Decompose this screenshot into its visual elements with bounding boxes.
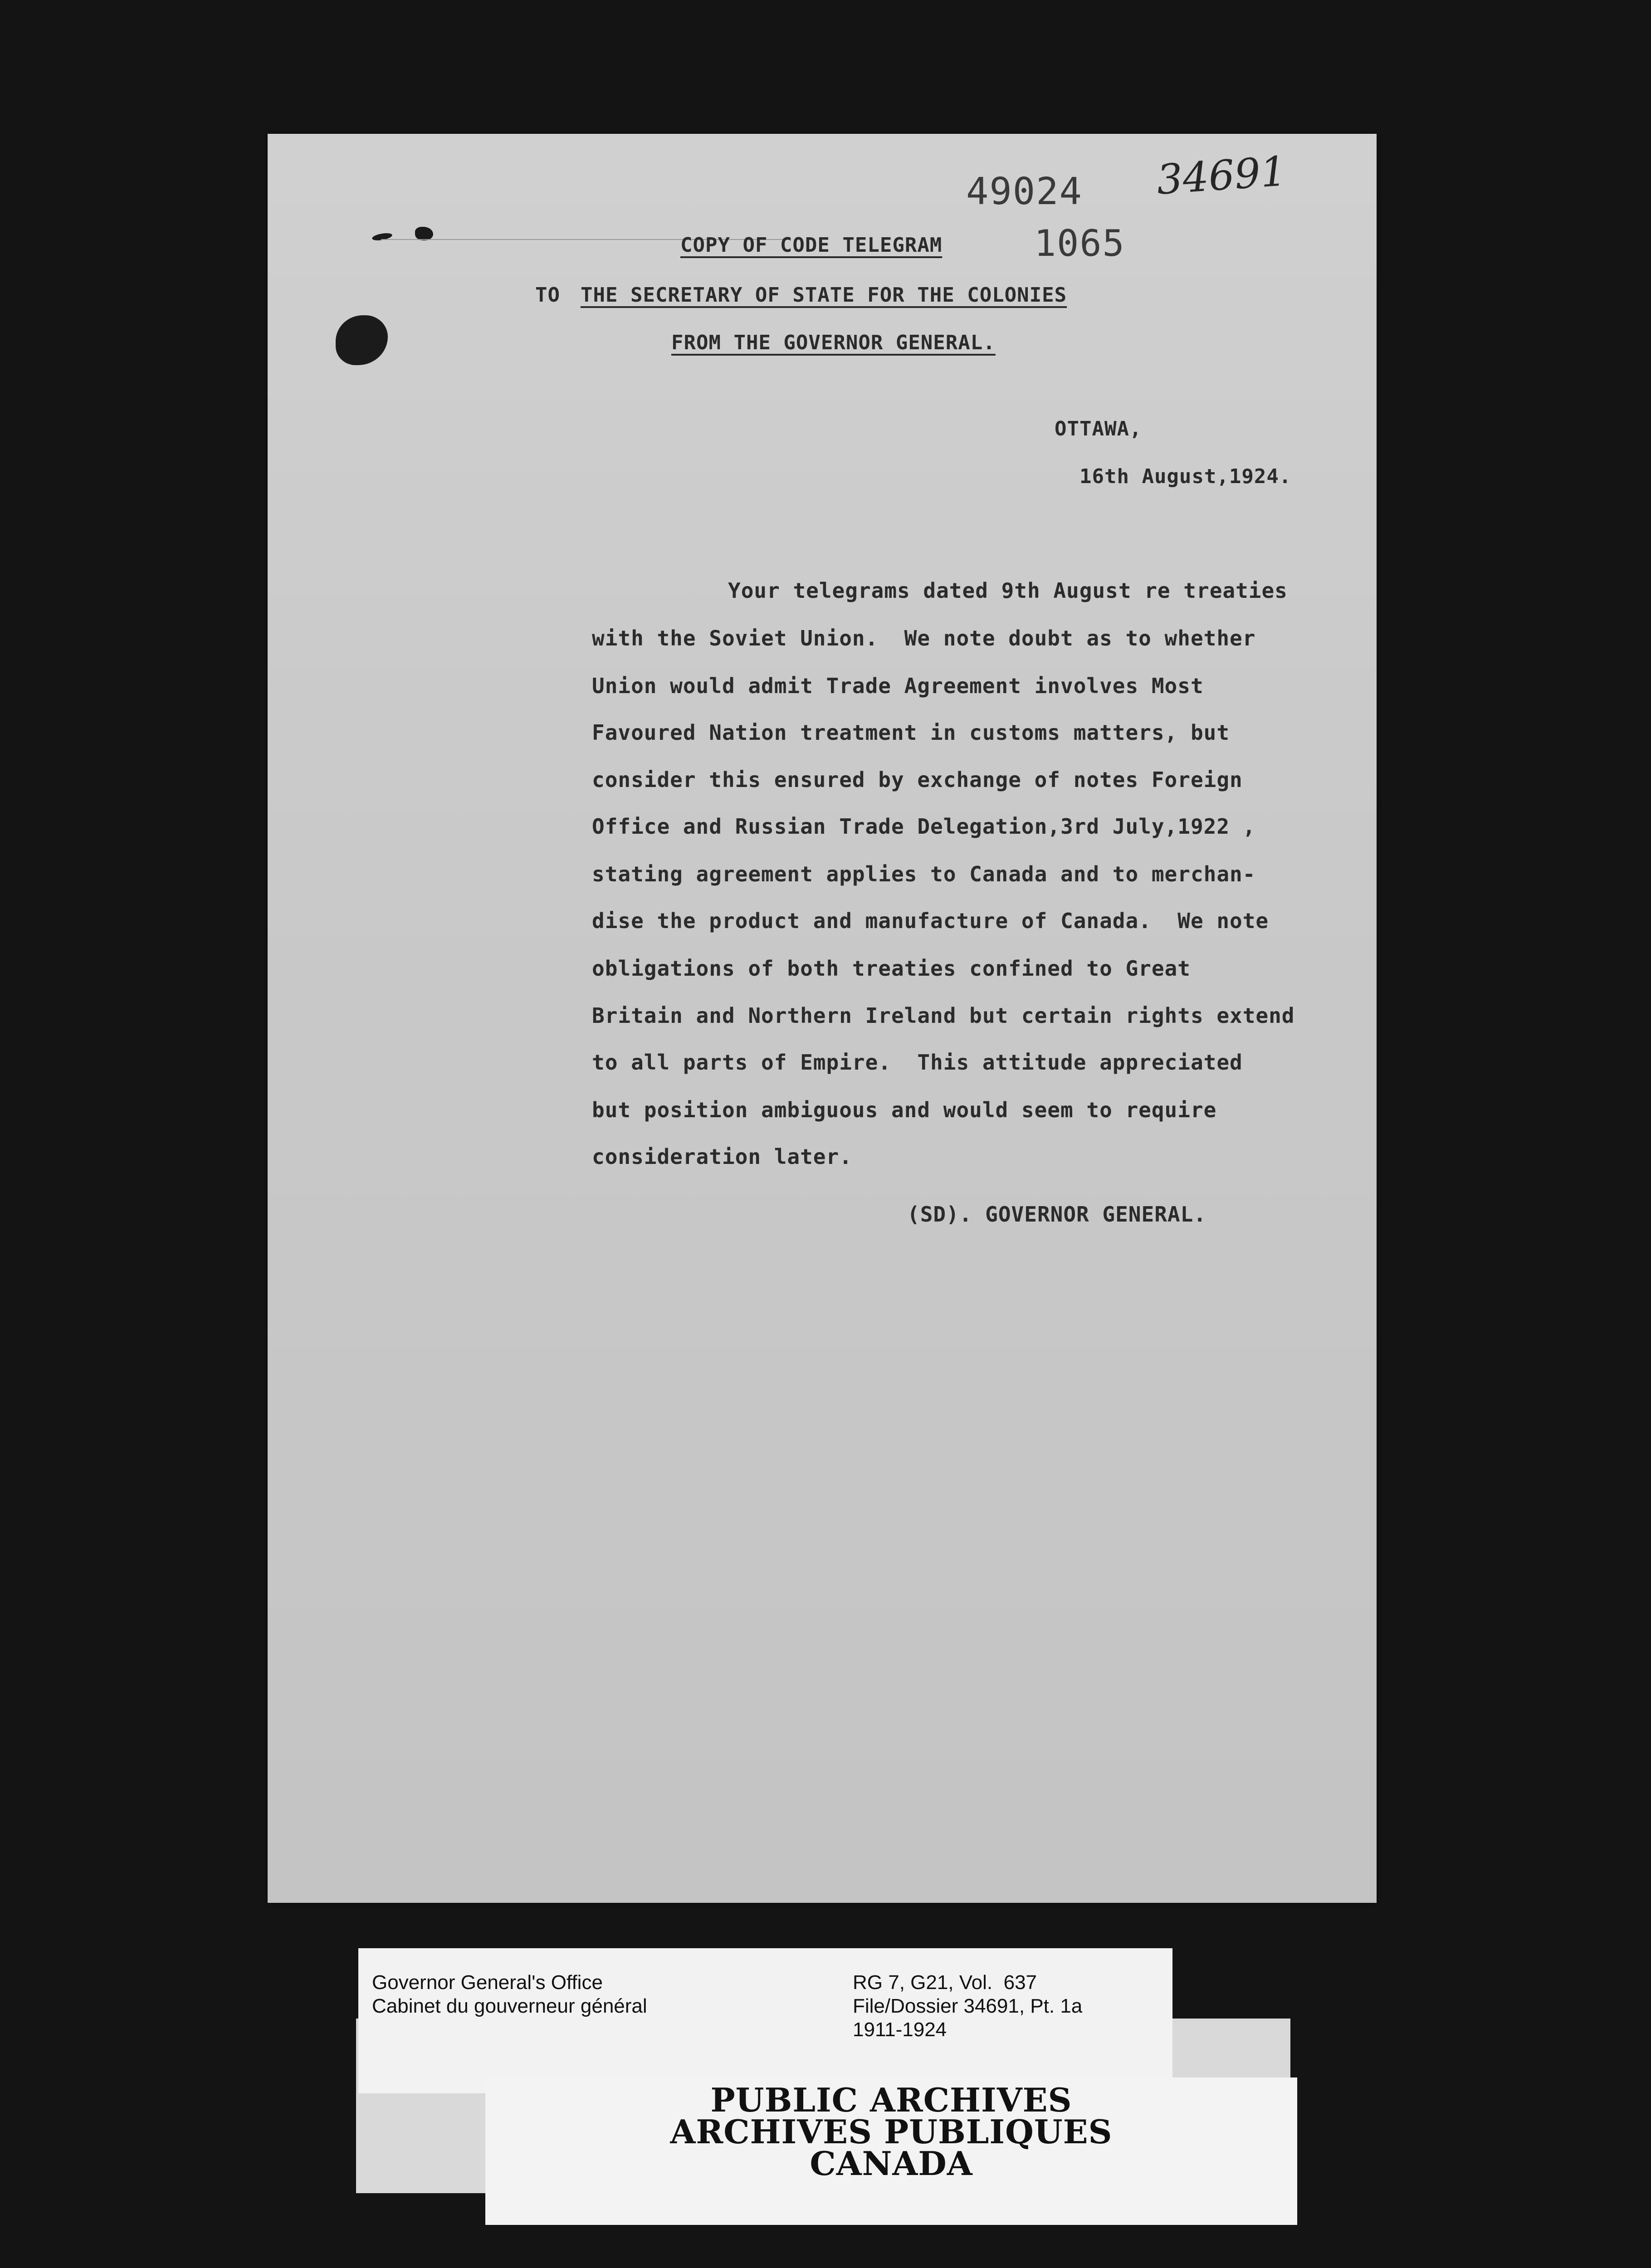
body-line: consider this ensured by exchange of notes Foreign [592,767,1243,792]
handwritten-file-number: 34691 [1155,147,1288,204]
office-name-en: Governor General's Office [372,1971,603,1994]
body-line: obligations of both treaties confined to Great [592,956,1191,981]
body-line: but position ambiguous and would seem to require [592,1098,1217,1122]
office-name-fr: Cabinet du gouverneur général [372,1995,647,2017]
numbered-stamp: 1065 [1034,222,1125,264]
punch-mark [415,227,433,240]
public-archives-stamp [485,2081,1297,2183]
file-dossier: File/Dossier 34691, Pt. 1a [853,1995,1083,2017]
heading-recipient: THE SECRETARY OF STATE FOR THE COLONIES [581,284,1067,307]
document-page [268,134,1377,1903]
ink-blot [336,315,388,365]
date: 16th August,1924. [1080,465,1292,488]
body-line: Office and Russian Trade Delegation,3rd July,1922 , [592,814,1256,839]
body-line: to all parts of Empire. This attitude appreciated [592,1050,1243,1075]
archive-office-names [372,1971,647,2018]
body-line: with the Soviet Union. We note doubt as to whether [592,626,1256,650]
heading-to-prefix: TO [535,284,560,307]
stamp-line-en: PUBLIC ARCHIVES [710,2081,1072,2119]
stamp-line-country: CANADA [810,2144,973,2183]
body-line: Union would admit Trade Agreement involves Most [592,674,1204,698]
place: OTTAWA, [1055,417,1142,440]
heading-sender: FROM THE GOVERNOR GENERAL. [671,331,996,354]
body-line: consideration later. [592,1144,852,1169]
body-line: stating agreement applies to Canada and to merchan- [592,862,1256,886]
heading-copy-of-code-telegram: COPY OF CODE TELEGRAM [680,234,943,257]
record-group: RG 7, G21, Vol. 637 [853,1971,1037,1994]
archive-file-reference [853,1971,1082,2042]
body-line: Your telegrams dated 9th August re treaties [728,578,1288,603]
signature: (SD). GOVERNOR GENERAL. [907,1202,1206,1227]
body-line: dise the product and manufacture of Canada. We note [592,909,1269,933]
punch-mark [371,232,393,242]
stamp-line-fr: ARCHIVES PUBLIQUES [670,2112,1113,2151]
archive-reference-label [358,1948,1172,2093]
body-line: Britain and Northern Ireland but certain rights extend [592,1003,1295,1028]
date-range: 1911-1924 [853,2019,947,2041]
stamp-number: 49024 [966,170,1083,213]
body-line: Favoured Nation treatment in customs matters, but [592,720,1230,745]
